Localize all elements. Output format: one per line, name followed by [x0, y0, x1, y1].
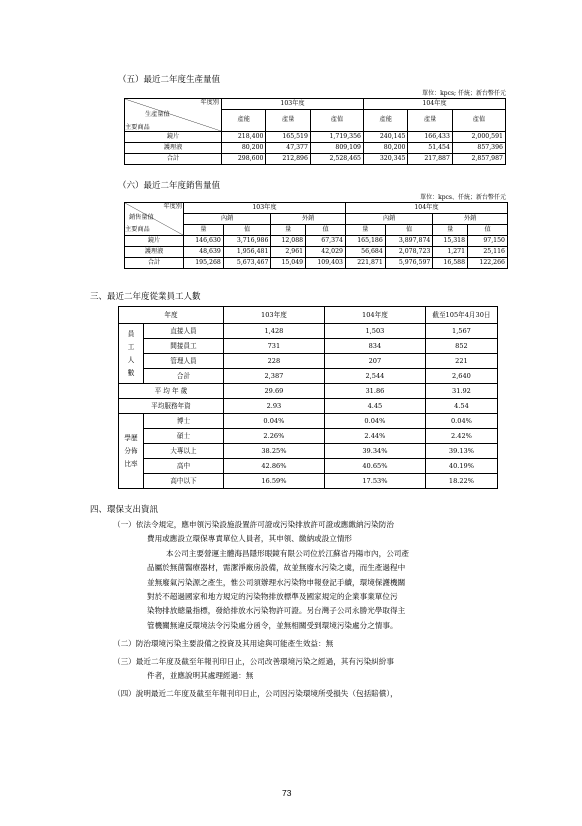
col-header: 產能 — [363, 110, 407, 132]
table-row — [125, 143, 506, 154]
cell: 2.26% — [223, 429, 324, 444]
cell: 2.44% — [324, 429, 425, 444]
col-header: 產值 — [310, 110, 363, 132]
row-label: 平 均 年 歲 — [119, 384, 224, 399]
paragraph-1b-line: 管機關無違反環境法令污染處分函令，並無相關受到環境污染處分之情事。 — [147, 621, 398, 630]
cell: 146,630 — [184, 236, 224, 247]
domestic-header: 內銷 — [345, 214, 432, 225]
row-label: 合計 — [144, 369, 224, 384]
page-number: 73 — [282, 788, 292, 798]
table-row — [119, 414, 498, 429]
paragraph-2: （二）防治環境污染主要設備之投資及其用途與可能產生效益：無 — [113, 639, 334, 648]
col-header: 產值 — [452, 110, 505, 132]
cell: 1,503 — [324, 324, 425, 339]
cell: 852 — [425, 339, 497, 354]
row-label: 平均服務年資 — [119, 399, 224, 414]
cell: 12,088 — [271, 236, 306, 247]
cell: 166,433 — [408, 132, 452, 143]
table-row — [125, 247, 508, 258]
section3-title: 三、最近二年度從業員工人數 — [90, 292, 201, 302]
cell: 217,887 — [408, 154, 452, 165]
emp-header-current: 截至105年4月30日 — [425, 307, 497, 324]
edu-label-line: 分佈 — [124, 446, 138, 455]
paragraph-4: （四）說明最近二年度及截至年報刊印日止，公司因污染環境所受損失（包括賠償）， — [113, 689, 398, 698]
employees-table — [118, 306, 498, 489]
production-header-corner — [125, 99, 222, 132]
value-header: 值 — [223, 225, 271, 236]
table-row — [119, 474, 498, 489]
table-row — [119, 354, 498, 369]
table-row — [119, 369, 498, 384]
table-row — [125, 132, 506, 143]
cell: 2,640 — [425, 369, 497, 384]
cell: 0.04% — [324, 414, 425, 429]
cell: 221 — [425, 354, 497, 369]
cell: 1,567 — [425, 324, 497, 339]
qty-header: 量 — [184, 225, 224, 236]
cell: 39.13% — [425, 444, 497, 459]
product-name: 合計 — [125, 154, 222, 165]
cell: 42,029 — [306, 247, 346, 258]
product-name: 合計 — [125, 258, 184, 269]
header-sv-label: 銷售量值 — [129, 214, 154, 221]
cell: 40.65% — [324, 459, 425, 474]
cell: 97,150 — [468, 236, 508, 247]
staff-label-char: 工 — [127, 342, 135, 351]
year-103-header: 103年度 — [184, 203, 346, 214]
row-label: 博士 — [144, 414, 224, 429]
cell: 1,719,356 — [310, 132, 363, 143]
cell: 2.42% — [425, 429, 497, 444]
cell: 29.69 — [223, 384, 324, 399]
cell: 47,377 — [266, 143, 310, 154]
cell: 165,186 — [345, 236, 385, 247]
cell: 38.25% — [223, 444, 324, 459]
cell: 221,871 — [345, 258, 385, 269]
value-header: 值 — [385, 225, 433, 236]
cell: 857,396 — [452, 143, 505, 154]
cell: 207 — [324, 354, 425, 369]
cell: 17.53% — [324, 474, 425, 489]
cell: 31.92 — [425, 384, 497, 399]
row-label: 直接人員 — [144, 324, 224, 339]
cell: 48,639 — [184, 247, 224, 258]
cell: 15,049 — [271, 258, 306, 269]
export-header: 外銷 — [433, 214, 508, 225]
table-row — [125, 258, 508, 269]
product-name: 鏡片 — [125, 132, 222, 143]
qty-header: 量 — [345, 225, 385, 236]
year-103-header: 103年度 — [222, 99, 364, 110]
paragraph-3-line: （三）最近二年度及截至年報刊印日止，公司改善環境污染之經過，其有污染糾紛事 — [113, 657, 394, 666]
col-header: 產量 — [408, 110, 452, 132]
table-row — [125, 236, 508, 247]
header-year-label: 年度別 — [200, 99, 219, 106]
table-row — [119, 339, 498, 354]
cell: 16,588 — [433, 258, 468, 269]
header-main-label: 主要商品 — [125, 226, 150, 233]
cell: 2,857,987 — [452, 154, 505, 165]
paragraph-1b-line: 染物排放總量指標，發給排放水污染物許可證。另台灣子公司永勝光學取得主 — [147, 606, 406, 615]
col-header: 產量 — [266, 110, 310, 132]
cell: 80,200 — [222, 143, 266, 154]
cell: 731 — [223, 339, 324, 354]
cell: 165,519 — [266, 132, 310, 143]
cell: 42.86% — [223, 459, 324, 474]
edu-label-line: 比率 — [124, 459, 138, 468]
table-row — [119, 444, 498, 459]
cell: 31.86 — [324, 384, 425, 399]
row-label: 高中以下 — [144, 474, 224, 489]
cell: 240,145 — [363, 132, 407, 143]
header-year-label: 年度別 — [163, 203, 182, 210]
row-label: 高中 — [144, 459, 224, 474]
paragraph-1b-line: 品屬於無菌醫療器材，需潔淨廠房設備，故並無廢水污染之虞，而生產過程中 — [147, 563, 406, 572]
cell: 228 — [223, 354, 324, 369]
section4-title: 四、環保支出資訊 — [90, 505, 159, 515]
table-row — [119, 429, 498, 444]
table-row — [125, 154, 506, 165]
row-label: 管理人員 — [144, 354, 224, 369]
value-header: 值 — [306, 225, 346, 236]
export-header: 外銷 — [271, 214, 346, 225]
cell: 2.93 — [223, 399, 324, 414]
cell: 40.19% — [425, 459, 497, 474]
cell: 320,345 — [363, 154, 407, 165]
value-header: 值 — [468, 225, 508, 236]
emp-header-103: 103年度 — [223, 307, 324, 324]
cell: 218,400 — [222, 132, 266, 143]
cell: 39.34% — [324, 444, 425, 459]
paragraph-1b-line: 並無廢氣污染源之產生，惟公司須辦理水污染物申報登記手續，環境保護機關 — [147, 578, 406, 587]
section6-title: （六）最近二年度銷售量值 — [118, 181, 221, 191]
cell: 67,374 — [306, 236, 346, 247]
cell: 80,200 — [363, 143, 407, 154]
staff-label-char: 員 — [127, 329, 135, 338]
cell: 195,268 — [184, 258, 224, 269]
sales-header-corner — [125, 203, 184, 236]
cell: 1,271 — [433, 247, 468, 258]
section5-unit: 單位：kpcs; 仟統；新台幣仟元 — [422, 90, 506, 97]
paragraph-3-line: 件者，並應說明其處理經過：無 — [147, 671, 254, 680]
table-row — [119, 459, 498, 474]
cell: 2,544 — [324, 369, 425, 384]
edu-label — [119, 414, 144, 489]
table-row — [119, 324, 498, 339]
cell: 3,716,986 — [223, 236, 271, 247]
header-main-label: 主要商品 — [125, 124, 150, 131]
cell: 809,109 — [310, 143, 363, 154]
sales-table — [124, 202, 508, 269]
domestic-header: 內銷 — [184, 214, 271, 225]
row-label: 間接員工 — [144, 339, 224, 354]
cell: 2,000,591 — [452, 132, 505, 143]
cell: 1,428 — [223, 324, 324, 339]
paragraph-1-line: （一）依法令規定，應申領污染設施設置許可證或污染排放許可證或應繳納污染防治 — [113, 520, 394, 529]
paragraph-1b-line: 對於不超過國家和地方規定的污染物排放標準及國家規定的企業事業單位污 — [147, 592, 398, 601]
cell: 0.04% — [223, 414, 324, 429]
cell: 0.04% — [425, 414, 497, 429]
section6-unit: 單位：kpcs、仟統；新台幣仟元 — [420, 194, 506, 201]
row-label: 大專以上 — [144, 444, 224, 459]
paragraph-1b-line: 本公司主要營運主體海昌隱形眼鏡有限公司位於江蘇省丹陽市內，公司產 — [166, 549, 409, 558]
qty-header: 量 — [271, 225, 306, 236]
cell: 25,116 — [468, 247, 508, 258]
header-pv-label: 生產量值 — [145, 111, 170, 118]
emp-header-104: 104年度 — [324, 307, 425, 324]
staff-label — [119, 324, 144, 384]
year-104-header: 104年度 — [345, 203, 507, 214]
cell: 212,896 — [266, 154, 310, 165]
staff-label-char: 人 — [127, 355, 135, 364]
staff-label-char: 數 — [127, 368, 135, 377]
edu-label-line: 學歷 — [124, 433, 138, 442]
cell: 15,318 — [433, 236, 468, 247]
cell: 4.45 — [324, 399, 425, 414]
cell: 4.54 — [425, 399, 497, 414]
product-name: 鏡片 — [125, 236, 184, 247]
cell: 5,673,467 — [223, 258, 271, 269]
cell: 2,387 — [223, 369, 324, 384]
production-table — [124, 98, 506, 165]
cell: 122,266 — [468, 258, 508, 269]
cell: 2,528,465 — [310, 154, 363, 165]
cell: 56,684 — [345, 247, 385, 258]
emp-header-year: 年度 — [119, 307, 224, 324]
cell: 18.22% — [425, 474, 497, 489]
cell: 5,976,597 — [385, 258, 433, 269]
product-name: 護理液 — [125, 143, 222, 154]
cell: 2,961 — [271, 247, 306, 258]
cell: 298,600 — [222, 154, 266, 165]
col-header: 產能 — [222, 110, 266, 132]
cell: 16.59% — [223, 474, 324, 489]
year-104-header: 104年度 — [363, 99, 505, 110]
cell: 834 — [324, 339, 425, 354]
table-row — [119, 384, 498, 399]
cell: 109,403 — [306, 258, 346, 269]
cell: 1,956,481 — [223, 247, 271, 258]
paragraph-1-line: 費用或應設立環保專責單位人員者，其申領、繳納或設立情形 — [147, 534, 353, 543]
row-label: 碩士 — [144, 429, 224, 444]
cell: 3,897,874 — [385, 236, 433, 247]
cell: 2,078,723 — [385, 247, 433, 258]
table-row — [119, 399, 498, 414]
product-name: 護理液 — [125, 247, 184, 258]
qty-header: 量 — [433, 225, 468, 236]
cell: 51,454 — [408, 143, 452, 154]
section5-title: （五）最近二年度生產量值 — [118, 75, 221, 85]
